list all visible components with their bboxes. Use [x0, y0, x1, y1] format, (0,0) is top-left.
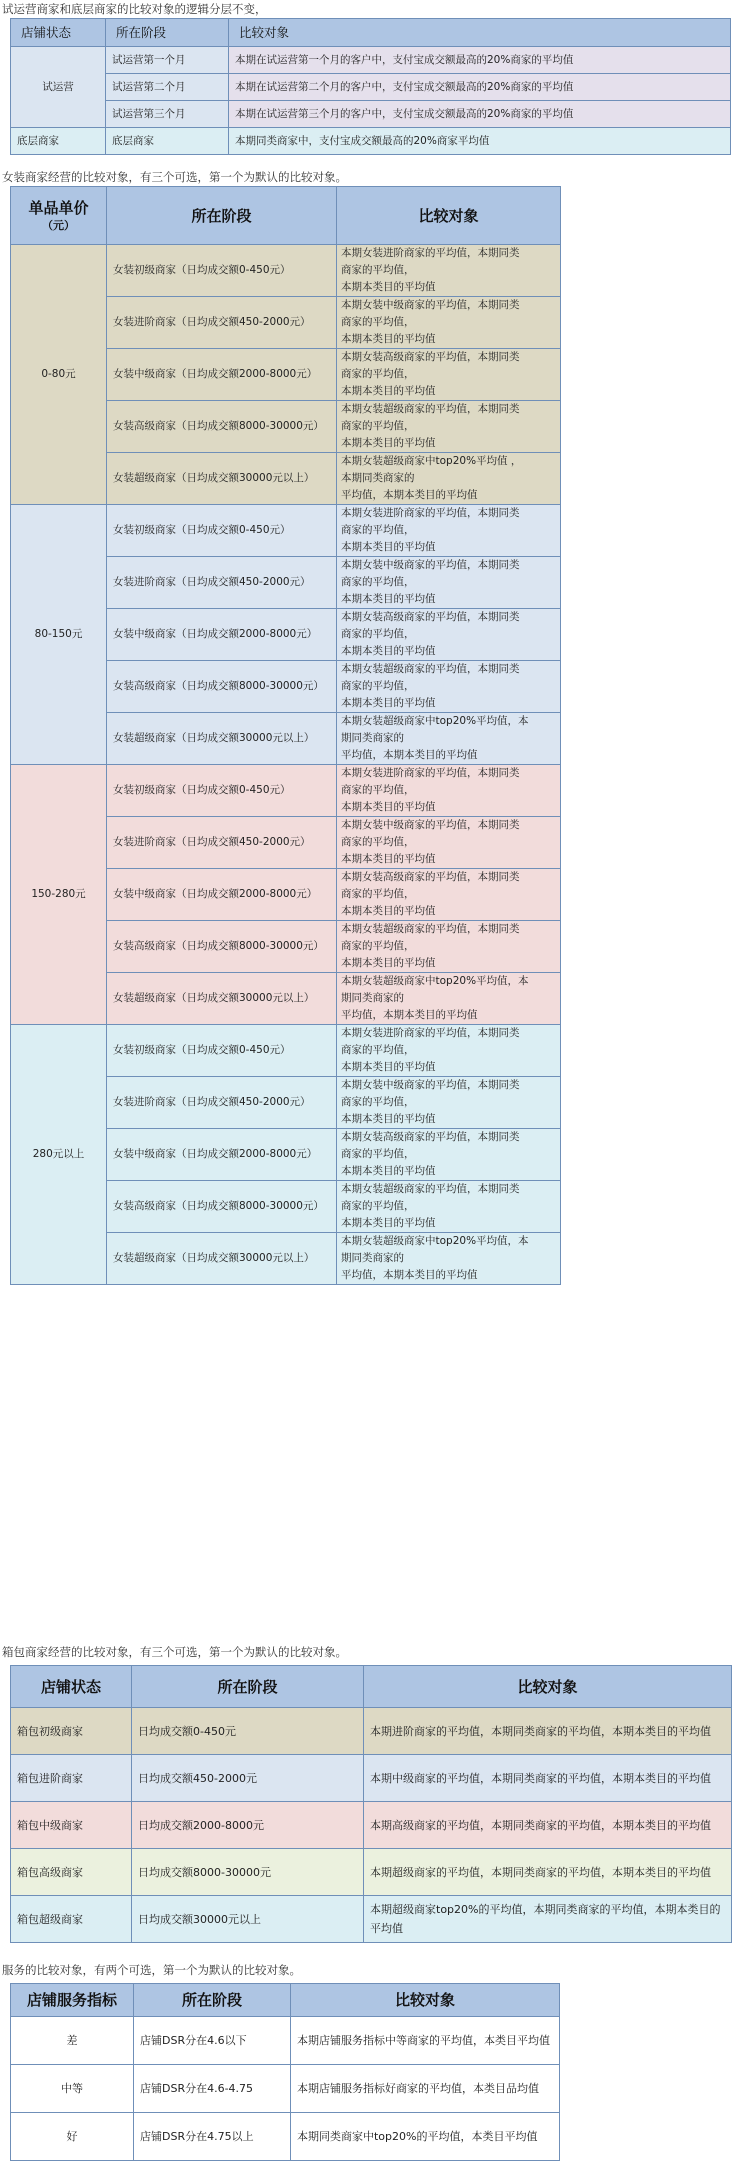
compare-line: 本期女装超级商家中top20%平均值 ，	[341, 455, 522, 467]
cell-stage: 女装高级商家（日均成交额8000-30000元）	[107, 661, 337, 713]
header-stage: 所在阶段	[134, 1984, 291, 2017]
compare-line: 本期女装进阶商家的平均值，本期同类	[341, 767, 520, 779]
cell-compare: 本期店铺服务指标好商家的平均值，本类目品均值	[291, 2065, 560, 2113]
cell-compare	[337, 713, 561, 765]
compare-line: 期同类商家的	[341, 992, 404, 1004]
cell-status: 箱包超级商家	[11, 1896, 132, 1943]
table-row	[11, 1849, 732, 1896]
header-unit-price-unit: （元）	[42, 218, 75, 232]
compare-line: 商家的平均值，	[341, 420, 415, 432]
compare-line: 商家的平均值，	[341, 680, 415, 692]
cell-status: 试运营	[11, 47, 106, 128]
cell-stage: 女装超级商家（日均成交额30000元以上）	[107, 973, 337, 1025]
compare-line: 本期女装超级商家的平均值，本期同类	[341, 403, 520, 415]
cell-compare: 本期店铺服务指标中等商家的平均值，本类目平均值	[291, 2017, 560, 2065]
cell-status: 箱包初级商家	[11, 1708, 132, 1755]
note-trial-merchants: 试运营商家和底层商家的比较对象的逻辑分层不变，	[2, 2, 267, 16]
cell-status: 底层商家	[11, 128, 106, 155]
cell-compare	[337, 817, 561, 869]
cell-compare	[337, 505, 561, 557]
cell-stage: 店铺DSR分在4.75以上	[134, 2113, 291, 2161]
cell-stage: 女装初级商家（日均成交额0-450元）	[107, 1025, 337, 1077]
compare-line: 本期同类商家的	[341, 472, 415, 484]
compare-line: 本期女装超级商家中top20%平均值，本	[341, 715, 529, 727]
cell-stage: 女装中级商家（日均成交额2000-8000元）	[107, 1129, 337, 1181]
header-compare: 比较对象	[291, 1984, 560, 2017]
table-row	[11, 74, 731, 101]
cell-stage: 女装超级商家（日均成交额30000元以上）	[107, 453, 337, 505]
cell-compare: 本期超级商家top20%的平均值，本期同类商家的平均值，本期本类目的平均值	[364, 1896, 732, 1943]
compare-line: 本期本类目的平均值	[341, 385, 436, 397]
compare-line: 本期女装中级商家的平均值，本期同类	[341, 819, 520, 831]
cell-compare	[337, 765, 561, 817]
compare-line: 本期本类目的平均值	[341, 593, 436, 605]
cell-status: 箱包中级商家	[11, 1802, 132, 1849]
table-womenswear	[10, 186, 561, 1285]
compare-line: 本期女装中级商家的平均值，本期同类	[341, 1079, 520, 1091]
cell-level: 差	[11, 2017, 134, 2065]
cell-stage: 试运营第二个月	[106, 74, 229, 101]
cell-stage: 店铺DSR分在4.6-4.75	[134, 2065, 291, 2113]
cell-stage: 底层商家	[106, 128, 229, 155]
cell-compare: 本期在试运营第三个月的客户中，支付宝成交额最高的20%商家的平均值	[229, 101, 731, 128]
cell-stage: 女装进阶商家（日均成交额450-2000元）	[107, 297, 337, 349]
compare-line: 商家的平均值，	[341, 1044, 415, 1056]
cell-compare	[337, 557, 561, 609]
compare-line: 平均值，本期本类目的平均值	[341, 1009, 478, 1021]
compare-line: 本期女装中级商家的平均值，本期同类	[341, 299, 520, 311]
table-row	[11, 1896, 732, 1943]
cell-stage: 女装中级商家（日均成交额2000-8000元）	[107, 869, 337, 921]
cell-stage: 女装高级商家（日均成交额8000-30000元）	[107, 921, 337, 973]
cell-level: 好	[11, 2113, 134, 2161]
header-compare: 比较对象	[337, 187, 561, 245]
cell-stage: 女装超级商家（日均成交额30000元以上）	[107, 1233, 337, 1285]
cell-stage: 女装初级商家（日均成交额0-450元）	[107, 765, 337, 817]
cell-status: 箱包高级商家	[11, 1849, 132, 1896]
compare-line: 本期本类目的平均值	[341, 1165, 436, 1177]
compare-line: 本期本类目的平均值	[341, 645, 436, 657]
cell-compare	[337, 453, 561, 505]
compare-line: 商家的平均值，	[341, 576, 415, 588]
compare-line: 本期女装超级商家的平均值，本期同类	[341, 1183, 520, 1195]
cell-compare	[337, 1129, 561, 1181]
header-unit-price-label: 单品单价	[28, 198, 89, 217]
cell-unit-price: 0-80元	[11, 245, 107, 505]
cell-compare	[337, 401, 561, 453]
compare-line: 期同类商家的	[341, 1252, 404, 1264]
header-stage: 所在阶段	[107, 187, 337, 245]
compare-line: 本期本类目的平均值	[341, 333, 436, 345]
table-row	[11, 1708, 732, 1755]
cell-compare: 本期同类商家中，支付宝成交额最高的20%商家平均值	[229, 128, 731, 155]
cell-stage: 日均成交额30000元以上	[132, 1896, 364, 1943]
cell-stage: 日均成交额2000-8000元	[132, 1802, 364, 1849]
table-service	[10, 1983, 560, 2161]
compare-line: 商家的平均值，	[341, 524, 415, 536]
cell-unit-price: 280元以上	[11, 1025, 107, 1285]
compare-line: 商家的平均值，	[341, 784, 415, 796]
table-header-row	[11, 1666, 732, 1708]
compare-line: 商家的平均值，	[341, 836, 415, 848]
table-row	[11, 2065, 560, 2113]
cell-compare	[337, 1233, 561, 1285]
compare-line: 商家的平均值，	[341, 316, 415, 328]
cell-compare: 本期中级商家的平均值，本期同类商家的平均值，本期本类目的平均值	[364, 1755, 732, 1802]
cell-stage: 女装高级商家（日均成交额8000-30000元）	[107, 401, 337, 453]
table-row	[11, 245, 561, 297]
compare-line: 商家的平均值，	[341, 1200, 415, 1212]
header-compare: 比较对象	[229, 19, 731, 47]
cell-stage: 女装进阶商家（日均成交额450-2000元）	[107, 817, 337, 869]
cell-stage: 女装高级商家（日均成交额8000-30000元）	[107, 1181, 337, 1233]
header-compare: 比较对象	[364, 1666, 732, 1708]
cell-compare	[337, 869, 561, 921]
note-service: 服务的比较对象，有两个可选，第一个为默认的比较对象。	[2, 1963, 301, 1977]
cell-stage: 试运营第三个月	[106, 101, 229, 128]
cell-stage: 女装超级商家（日均成交额30000元以上）	[107, 713, 337, 765]
compare-line: 本期本类目的平均值	[341, 697, 436, 709]
cell-compare	[337, 349, 561, 401]
table-row	[11, 2017, 560, 2065]
cell-stage: 女装中级商家（日均成交额2000-8000元）	[107, 609, 337, 661]
compare-line: 本期本类目的平均值	[341, 281, 436, 293]
cell-stage: 日均成交额0-450元	[132, 1708, 364, 1755]
compare-line: 本期女装高级商家的平均值，本期同类	[341, 611, 520, 623]
cell-compare: 本期超级商家的平均值，本期同类商家的平均值，本期本类目的平均值	[364, 1849, 732, 1896]
table-row	[11, 128, 731, 155]
cell-compare	[337, 1181, 561, 1233]
cell-stage: 试运营第一个月	[106, 47, 229, 74]
cell-compare	[337, 921, 561, 973]
compare-line: 本期女装进阶商家的平均值，本期同类	[341, 1027, 520, 1039]
table-header-row	[11, 1984, 560, 2017]
compare-line: 平均值，本期本类目的平均值	[341, 1269, 478, 1281]
note-womenswear: 女装商家经营的比较对象，有三个可选，第一个为默认的比较对象。	[2, 170, 347, 184]
compare-line: 本期本类目的平均值	[341, 1061, 436, 1073]
compare-line: 本期女装超级商家中top20%平均值，本	[341, 1235, 529, 1247]
compare-line: 商家的平均值，	[341, 628, 415, 640]
cell-unit-price: 150-280元	[11, 765, 107, 1025]
cell-stage: 女装进阶商家（日均成交额450-2000元）	[107, 557, 337, 609]
compare-line: 本期女装高级商家的平均值，本期同类	[341, 871, 520, 883]
compare-line: 本期女装进阶商家的平均值，本期同类	[341, 247, 520, 259]
header-store-status: 店铺状态	[11, 19, 106, 47]
table-row	[11, 1755, 732, 1802]
cell-compare	[337, 609, 561, 661]
cell-stage: 日均成交额450-2000元	[132, 1755, 364, 1802]
compare-line: 商家的平均值，	[341, 1148, 415, 1160]
compare-line: 本期本类目的平均值	[341, 905, 436, 917]
cell-compare: 本期高级商家的平均值，本期同类商家的平均值，本期本类目的平均值	[364, 1802, 732, 1849]
cell-compare	[337, 661, 561, 713]
cell-level: 中等	[11, 2065, 134, 2113]
cell-status: 箱包进阶商家	[11, 1755, 132, 1802]
compare-line: 本期女装超级商家的平均值，本期同类	[341, 663, 520, 675]
compare-line: 商家的平均值，	[341, 940, 415, 952]
compare-line: 本期本类目的平均值	[341, 1217, 436, 1229]
table-header-row	[11, 19, 731, 47]
compare-line: 本期女装进阶商家的平均值，本期同类	[341, 507, 520, 519]
cell-compare	[337, 973, 561, 1025]
compare-line: 本期女装高级商家的平均值，本期同类	[341, 1131, 520, 1143]
cell-compare: 本期进阶商家的平均值，本期同类商家的平均值，本期本类目的平均值	[364, 1708, 732, 1755]
table-row	[11, 47, 731, 74]
compare-line: 商家的平均值，	[341, 888, 415, 900]
table-row	[11, 505, 561, 557]
cell-compare	[337, 1025, 561, 1077]
compare-line: 期同类商家的	[341, 732, 404, 744]
compare-line: 本期本类目的平均值	[341, 1113, 436, 1125]
cell-stage: 女装初级商家（日均成交额0-450元）	[107, 505, 337, 557]
cell-stage: 店铺DSR分在4.6以下	[134, 2017, 291, 2065]
note-bags: 箱包商家经营的比较对象，有三个可选，第一个为默认的比较对象。	[2, 1645, 347, 1659]
cell-compare: 本期在试运营第一个月的客户中，支付宝成交额最高的20%商家的平均值	[229, 47, 731, 74]
header-stage: 所在阶段	[106, 19, 229, 47]
cell-compare: 本期同类商家中top20%的平均值，本类目平均值	[291, 2113, 560, 2161]
compare-line: 商家的平均值，	[341, 1096, 415, 1108]
table-header-row	[11, 187, 561, 245]
compare-line: 本期女装高级商家的平均值，本期同类	[341, 351, 520, 363]
table-trial-merchants	[10, 18, 731, 155]
cell-unit-price: 80-150元	[11, 505, 107, 765]
compare-line: 平均值，本期本类目的平均值	[341, 749, 478, 761]
compare-line: 本期女装中级商家的平均值，本期同类	[341, 559, 520, 571]
header-unit-price	[11, 187, 107, 245]
header-stage: 所在阶段	[132, 1666, 364, 1708]
cell-stage: 女装进阶商家（日均成交额450-2000元）	[107, 1077, 337, 1129]
cell-compare	[337, 245, 561, 297]
compare-line: 本期女装超级商家的平均值，本期同类	[341, 923, 520, 935]
compare-line: 本期本类目的平均值	[341, 957, 436, 969]
compare-line: 本期本类目的平均值	[341, 801, 436, 813]
table-row	[11, 1802, 732, 1849]
cell-stage: 日均成交额8000-30000元	[132, 1849, 364, 1896]
compare-line: 本期本类目的平均值	[341, 853, 436, 865]
compare-line: 本期女装超级商家中top20%平均值，本	[341, 975, 529, 987]
header-service-metric: 店铺服务指标	[11, 1984, 134, 2017]
cell-compare	[337, 297, 561, 349]
cell-compare: 本期在试运营第二个月的客户中，支付宝成交额最高的20%商家的平均值	[229, 74, 731, 101]
table-row	[11, 1025, 561, 1077]
compare-line: 本期本类目的平均值	[341, 541, 436, 553]
table-row	[11, 101, 731, 128]
cell-stage: 女装初级商家（日均成交额0-450元）	[107, 245, 337, 297]
cell-compare	[337, 1077, 561, 1129]
compare-line: 本期本类目的平均值	[341, 437, 436, 449]
table-bags	[10, 1665, 732, 1943]
compare-line: 商家的平均值，	[341, 264, 415, 276]
table-row	[11, 2113, 560, 2161]
compare-line: 商家的平均值，	[341, 368, 415, 380]
cell-stage: 女装中级商家（日均成交额2000-8000元）	[107, 349, 337, 401]
header-store-status: 店铺状态	[11, 1666, 132, 1708]
table-row	[11, 765, 561, 817]
compare-line: 平均值，本期本类目的平均值	[341, 489, 478, 501]
